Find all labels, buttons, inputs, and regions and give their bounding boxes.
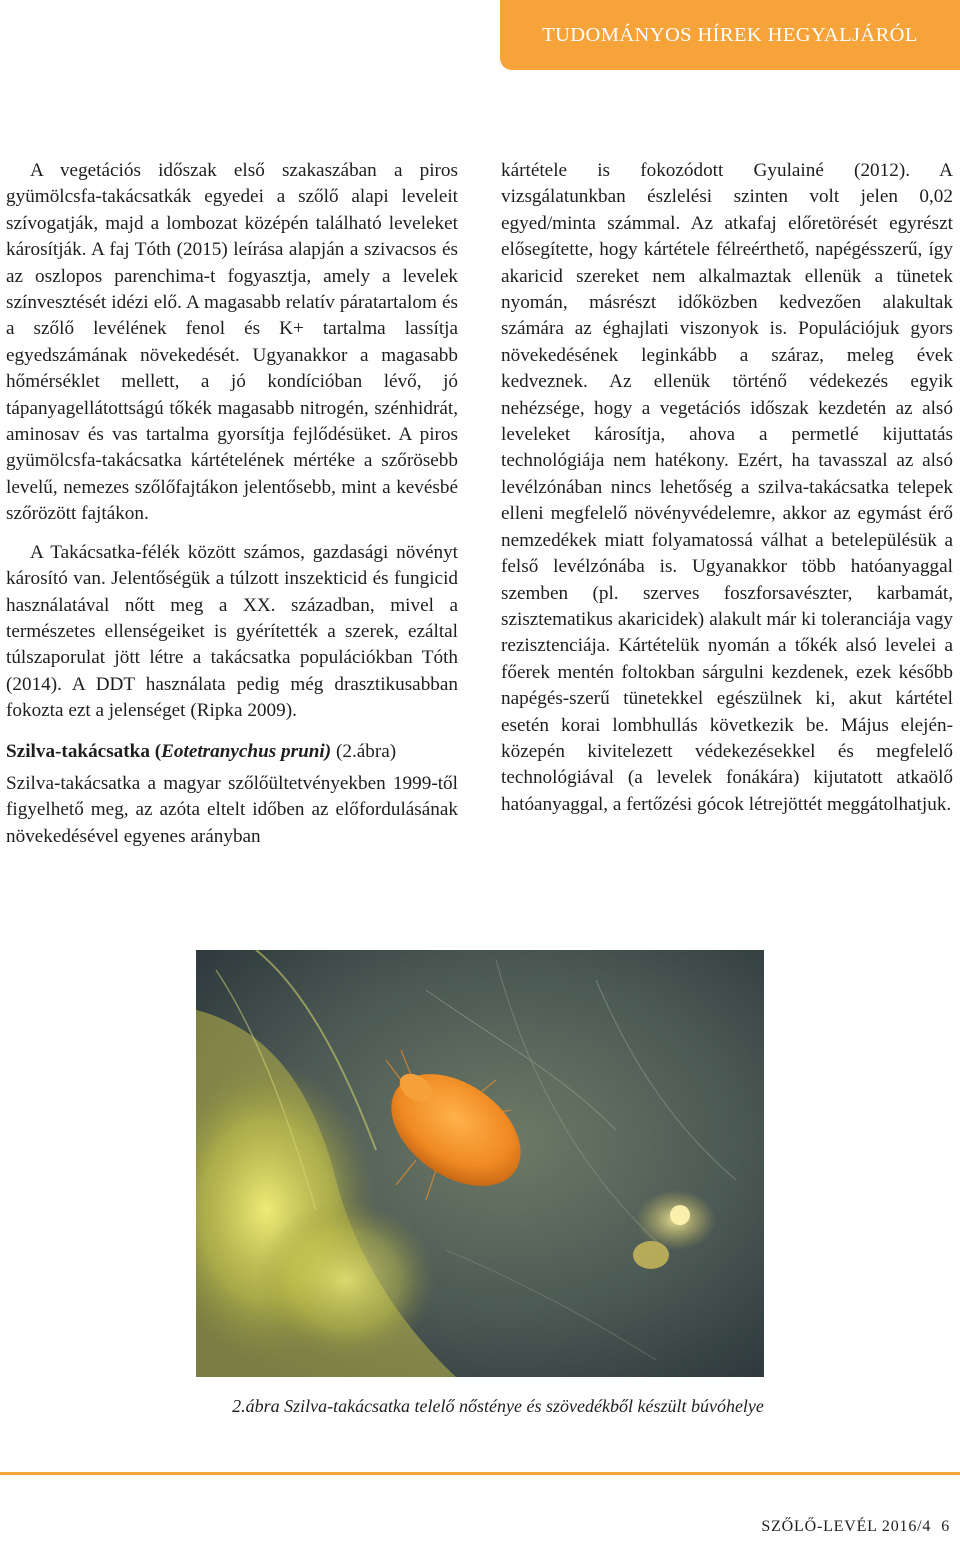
heading-text: Szilva-takácsatka ( [6, 740, 162, 762]
bottom-divider [0, 1472, 960, 1475]
left-column [6, 158, 458, 850]
header-banner [500, 0, 960, 70]
figure-photo [196, 950, 764, 1377]
header-title: TUDOMÁNYOS HÍREK HEGYALJÁRÓL [542, 23, 918, 46]
paragraph: A Takácsatka-félék között számos, gazdasági növényt károsító van. Jelentőségük a túlzott inszekticid és fungicid használatával nőtt meg a XX. században, mivel a természetes ellenségeiket is gyérítették a szerek, ezáltal túlszaporulat jött létre a takácsatka populációkban Tóth (2014). A DDT használata pedig még drasztikusabban fokozta ezt a jelenséget (Ripka 2009). [6, 541, 458, 722]
paragraph: Szilva-takácsatka a magyar szőlőültetvényekben 1999-től figyelhető meg, az azóta eltelt időben az előfordulásának növekedésével egyenes arányban [6, 772, 458, 847]
section-heading [6, 739, 458, 765]
mite-photo-illustration [196, 950, 764, 1377]
paragraph: A vegetációs időszak első szakaszában a piros gyümölcsfa-takácsatkák egyedei a szőlő alapi leveleit szívogatják, majd a lombozat középén található leveleket károsítják. A faj Tóth (2015) leírása alapján a szivacsos és az oszlopos parenchima-t fogyasztja, amely a levelek színvesztését idézi elő. A magasabb relatív páratartalom és a szőlő levélének fenol és K+ tartalma lassítja egyedszámának növekedését. Ugyanakkor a magasabb hőmérséklet mellett, a jó kondícióban lévő, jó tápanyagellátottságú tőkék magasabb nitrogén, szénhidrát, aminosav és vas tartalma gyorsítja fejlődésüket. A piros gyümölcsfa-takácsatka kártételének mértéke a szőrösebb levelű, nemezes szőlőfajtákon jelentősebb, mint a kevésbé szőrözött fajtákon. [6, 160, 458, 525]
figure-caption: 2.ábra Szilva-takácsatka telelő nősténye és szövedékből készült búvóhelye [232, 1396, 764, 1416]
right-column [501, 158, 953, 818]
page-footer [761, 1518, 950, 1536]
figure-reference: (2.ábra) [331, 740, 397, 762]
paragraph: kártétele is fokozódott Gyulainé (2012). A vizsgálatunkban észlelési szinten volt jelen 0,02 egyed/minta számmal. Az atkafaj előretörését egyrészt elősegítette, hogy kártétele félreérthető, napégésszerű, így akaricid szereket nem alkalmaztak ellenük a tünetek nyomán, másrészt időközben kedvezően alakultak számára az éghajlati viszonyok is. Populációjuk gyors növekedésének leginkább a száraz, meleg évek kedveznek. Az ellenük történő védekezés egyik nehézsége, hogy a vegetációs időszak kezdetén az alsó leveleket károsítja, ahova a permetlé kijuttatás technológiája nem hatékony. Ezért, ha tavasszal az alsó levélzónában nincs lehetőség a szilva-takácsatka telepek elleni megfelelő növényvédelemre, akkor az egymást érő nemzedékek miatt folyamatossá válhat a betelepülésük a felső levélzónába is. Ugyanakkor több hatóanyaggal szemben (pl. szerves foszforsavészter, karbamát, szisztematikus akaricidek) alakult már ki toleranciája vagy rezisztenciája. Kártételük nyomán a tőkék alsó levelei a főerek mentén foltokban sárgulni kezdenek, ezek később napégés-szerű tünetekkel egészülnek ki, akut kártétel esetén korai lombhullás következik be. Május elején-közepén kivitelezett védekezésekkel és megfelelő technológiával (a levelek fonákára) kijutatott atkaölő hatóanyaggal, a fertőzési gócok létrejöttét meggátolhatjuk. [501, 160, 953, 815]
journal-name: SZŐLŐ-LEVÉL 2016/4 [761, 1518, 932, 1535]
page-number: 6 [941, 1518, 950, 1535]
species-name: Eotetranychus pruni) [161, 740, 332, 762]
